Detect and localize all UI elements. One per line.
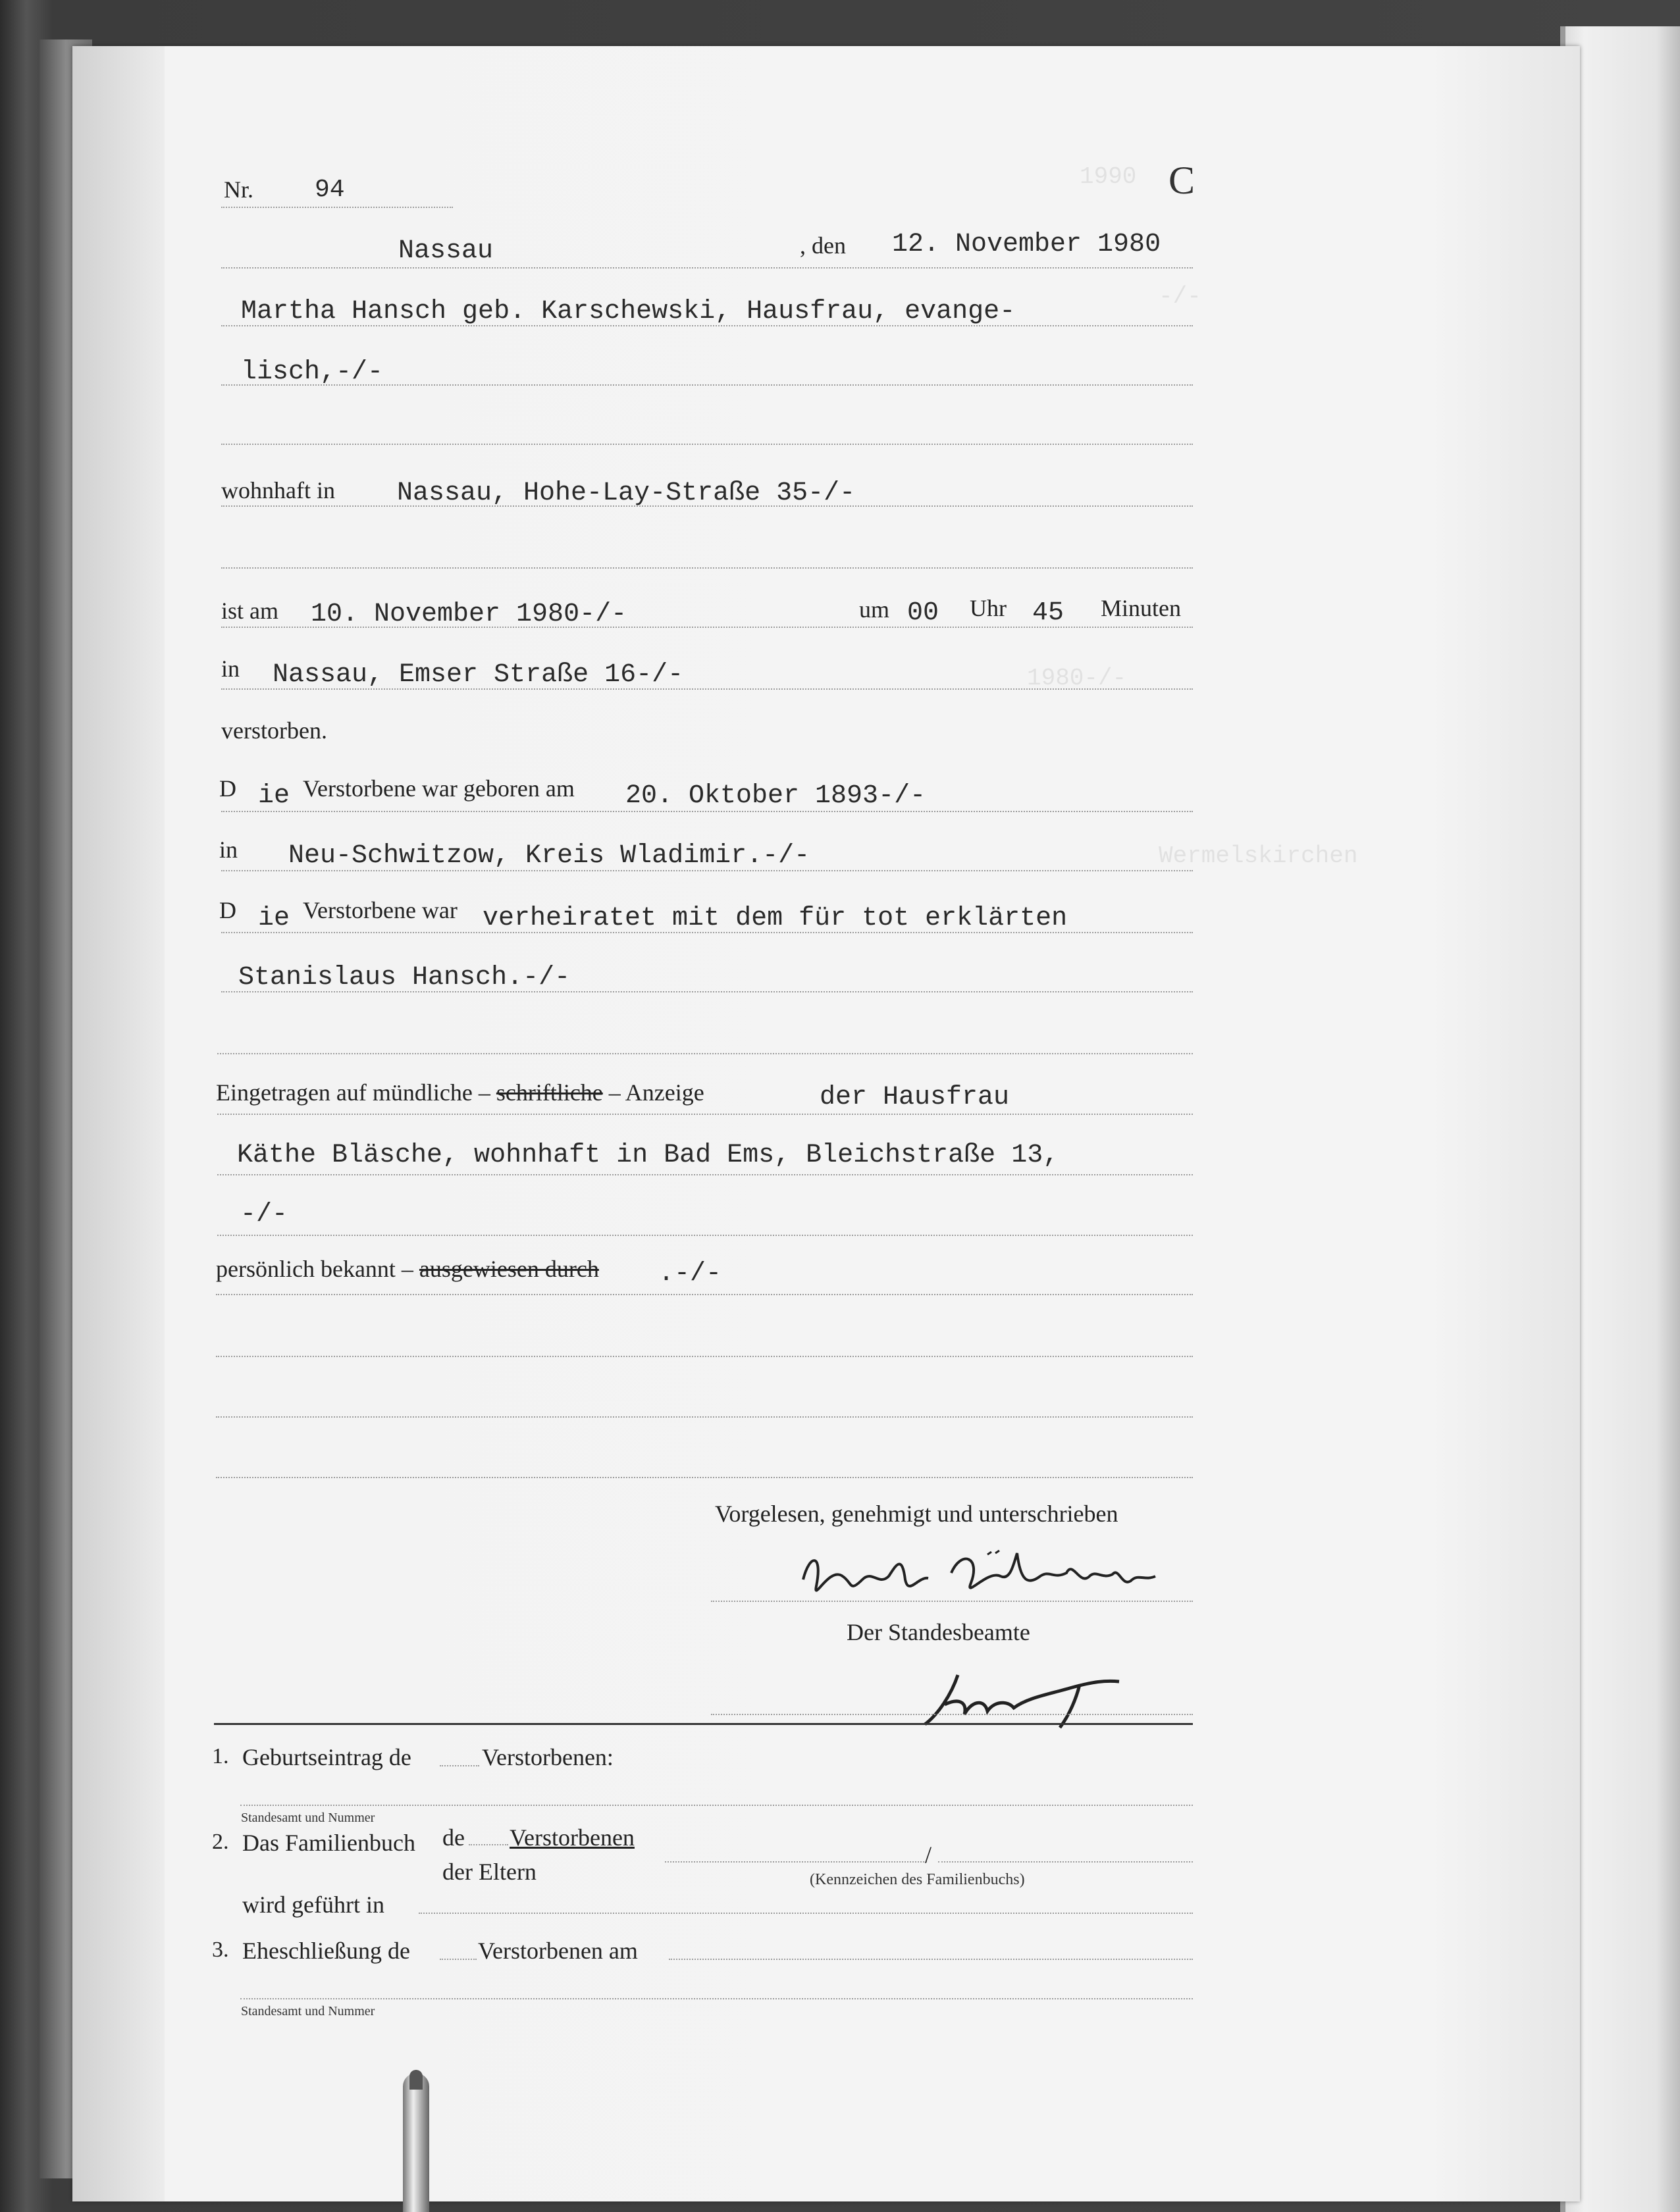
birth-d-label: D [219, 775, 236, 802]
death-hour: 00 [907, 598, 939, 628]
item2-de: de [442, 1824, 465, 1851]
birth-date: 20. Oktober 1893-/- [625, 781, 926, 811]
line-signature-reporter [711, 1601, 1193, 1602]
death-in-label: in [221, 656, 240, 682]
line-marriage1 [221, 932, 1193, 933]
item3-blank [440, 1959, 477, 1960]
um-label: um [859, 596, 890, 623]
marriage-label: Verstorbene war [303, 897, 458, 923]
pen-tip [409, 2070, 423, 2090]
item3-sub: Standesamt und Nummer [241, 2004, 375, 2019]
nr-line [221, 207, 453, 208]
item2-gefuehrt: wird geführt in [242, 1891, 384, 1918]
item2-opt1: Verstorbenen [510, 1824, 635, 1851]
report-label-anzeige: – Anzeige [608, 1079, 704, 1106]
item2-slash: / [925, 1841, 932, 1868]
show-through-text: 1990 [1080, 163, 1137, 190]
show-through-text: 1980-/- [1027, 665, 1127, 692]
birth-label: Verstorbene war geboren am [303, 775, 575, 802]
show-through-text: Wermelskirchen [1159, 842, 1358, 869]
line-item2-b [938, 1861, 1193, 1863]
known-label [216, 1257, 599, 1281]
nr-label: Nr. [224, 176, 253, 203]
item2-opt2: der Eltern [442, 1859, 537, 1885]
line-birth-place [221, 870, 1193, 871]
item2-num: 2. [212, 1830, 229, 1854]
line-birth-date [221, 811, 1193, 812]
report-label-oral: Eingetragen auf mündliche – [216, 1079, 490, 1106]
page-gutter [72, 46, 165, 2201]
line-marriage2 [221, 991, 1193, 992]
pen [403, 2073, 429, 2212]
item3-label: Eheschließung de [242, 1938, 410, 1964]
birth-place: Neu-Schwitzow, Kreis Wladimir.-/- [288, 841, 810, 871]
line-name1 [221, 325, 1193, 326]
birth-ie-typed: ie [258, 781, 290, 811]
death-minute: 45 [1032, 598, 1064, 628]
known-personally: persönlich bekannt – [216, 1256, 413, 1282]
item2-blank [469, 1844, 508, 1845]
show-through-text: -/- [1159, 283, 1201, 310]
line-report2 [217, 1174, 1193, 1175]
line-blank4 [216, 1356, 1193, 1357]
death-date: 10. November 1980-/- [311, 600, 627, 629]
document-date: 12. November 1980 [892, 230, 1161, 259]
deceased-name-line1: Martha Hansch geb. Karschewski, Hausfrau, evange- [241, 297, 1016, 326]
marriage-status-line2: Stanislaus Hansch.-/- [238, 963, 571, 992]
marriage-d-label: D [219, 897, 236, 923]
verstorben-label: verstorben. [221, 717, 327, 744]
marriage-status-line1: verheiratet mit dem für tot erklärten [483, 904, 1068, 933]
marriage-ie-typed: ie [258, 904, 290, 933]
deceased-name-line2: lisch,-/- [241, 357, 384, 387]
den-label: , den [800, 232, 846, 259]
item1-label: Geburtseintrag de [242, 1744, 411, 1770]
item2-kennzeichen: (Kennzeichen des Familienbuchs) [810, 1871, 1025, 1888]
footer-separator [214, 1723, 1193, 1725]
ist-am-label: ist am [221, 598, 278, 624]
known-value: .-/- [658, 1259, 722, 1289]
line-item3-a [669, 1959, 1193, 1960]
line-name2 [221, 384, 1193, 386]
known-identified-struck: ausgewiesen durch [419, 1256, 599, 1282]
reporter-line1: der Hausfrau [820, 1083, 1010, 1112]
item3-label2: Verstorbenen am [478, 1938, 638, 1964]
residence-value: Nassau, Hohe-Lay-Straße 35-/- [397, 478, 856, 508]
line-known [216, 1294, 1193, 1295]
place-value: Nassau [398, 236, 494, 266]
line-place [221, 267, 1193, 269]
line-item2-c [419, 1913, 1193, 1914]
line-item1 [240, 1805, 1193, 1806]
birth-in-label: in [219, 836, 238, 863]
report-label-written-struck: schriftliche [496, 1079, 603, 1106]
line-report1 [217, 1114, 1193, 1115]
form-letter: C [1168, 159, 1195, 202]
line-residence [221, 505, 1193, 507]
line-death-date [221, 627, 1193, 628]
official-label: Der Standesbeamte [847, 1619, 1030, 1645]
residence-label: wohnhaft in [221, 477, 335, 503]
line-blank1 [221, 444, 1193, 445]
item2-label: Das Familienbuch [242, 1830, 415, 1856]
item1-label2: Verstorbenen: [482, 1744, 614, 1770]
line-blank2 [221, 567, 1193, 569]
read-approved-label: Vorgelesen, genehmigt und unterschrieben [715, 1501, 1118, 1527]
item1-sub: Standesamt und Nummer [241, 1811, 375, 1825]
report-label [216, 1081, 704, 1104]
line-item2-a [665, 1861, 927, 1863]
uhr-label: Uhr [970, 595, 1007, 621]
reporter-line3: -/- [240, 1200, 288, 1229]
reporter-signature [790, 1540, 1172, 1619]
reporter-line2: Käthe Bläsche, wohnhaft in Bad Ems, Bleichstraße 13, [237, 1141, 1059, 1170]
item1-num: 1. [212, 1744, 229, 1768]
line-item3-b [240, 1998, 1193, 1999]
nr-value: 94 [315, 176, 345, 204]
line-death-place [221, 688, 1193, 690]
item3-num: 3. [212, 1938, 229, 1962]
item1-blank [440, 1765, 479, 1766]
line-signature-official [711, 1714, 1193, 1715]
death-place: Nassau, Emser Straße 16-/- [273, 660, 684, 690]
line-blank3 [217, 1053, 1193, 1054]
line-blank5 [216, 1416, 1193, 1418]
line-blank6 [216, 1477, 1193, 1478]
line-report3 [217, 1235, 1193, 1236]
minuten-label: Minuten [1101, 595, 1181, 621]
